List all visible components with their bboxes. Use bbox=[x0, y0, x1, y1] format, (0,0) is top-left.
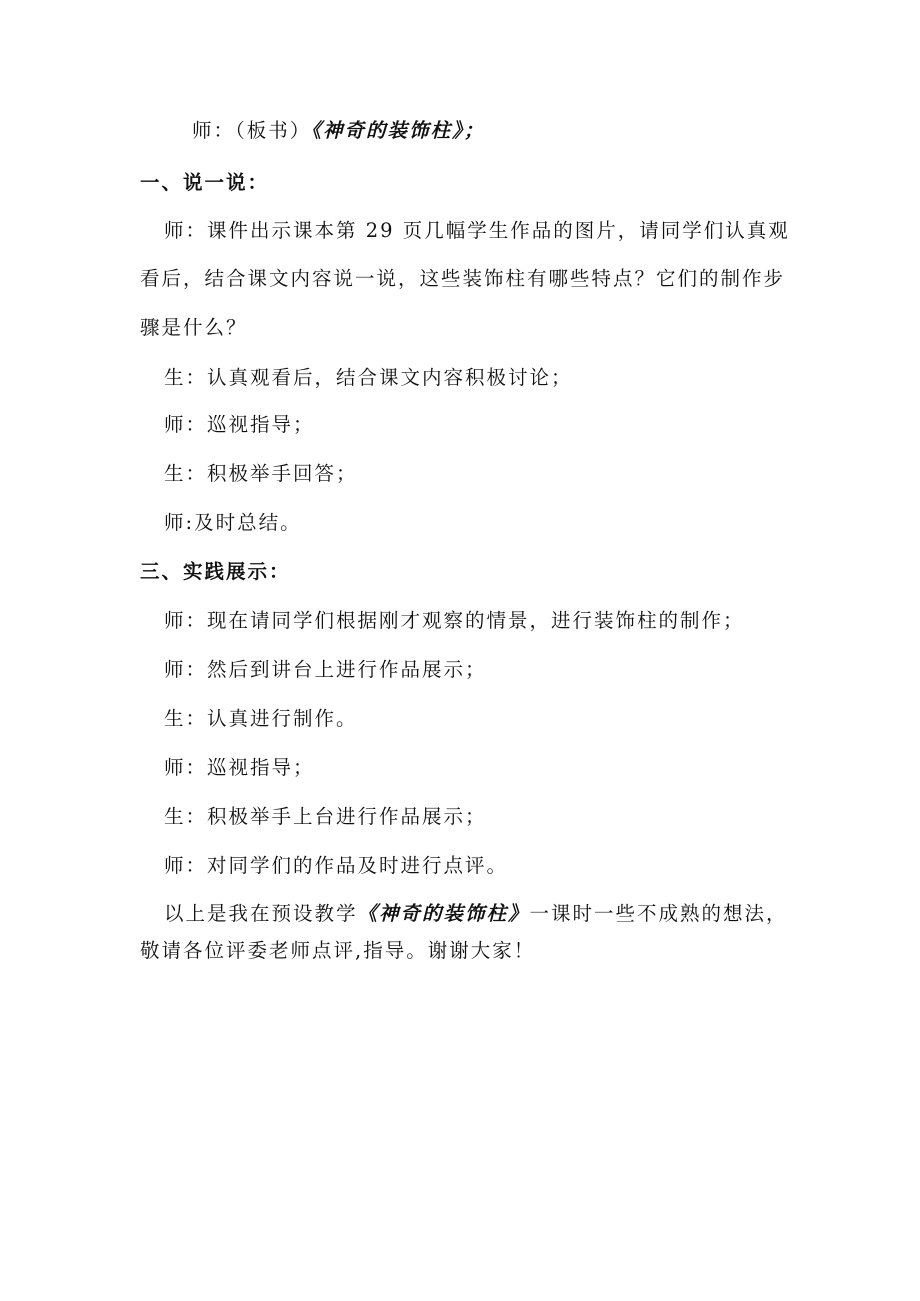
text-segment: 师：课件出示课本第 29 页几幅学生作品的图片，请同学们认真观 bbox=[164, 219, 790, 242]
paragraph-line bbox=[164, 412, 920, 438]
paragraph-line bbox=[164, 755, 920, 781]
text-segment: 三、实践展示： bbox=[140, 560, 291, 583]
text-segment: 敬请各位评委老师点评,指导。谢谢大家！ bbox=[140, 939, 536, 962]
text-segment: 师：巡视指导； bbox=[164, 413, 315, 436]
board-title-line bbox=[192, 118, 920, 144]
text-segment: 以上是我在预设教学 bbox=[164, 902, 358, 925]
text-segment: 师：然后到讲台上进行作品展示； bbox=[164, 658, 487, 681]
text-segment: 师：现在请同学们根据刚才观察的情景，进行装饰柱的制作； bbox=[164, 609, 745, 632]
text-segment: 生：认真观看后，结合课文内容积极讨论； bbox=[164, 366, 573, 389]
paragraph-line bbox=[164, 365, 920, 391]
paragraph-line bbox=[140, 315, 920, 341]
text-segment: 看后，结合课文内容说一说，这些装饰柱有哪些特点？它们的制作步 bbox=[140, 267, 786, 290]
text-segment: 师：对同学们的作品及时进行点评。 bbox=[164, 854, 509, 877]
paragraph-line bbox=[164, 510, 920, 536]
paragraph-line bbox=[140, 266, 920, 292]
closing-line bbox=[164, 901, 920, 927]
text-segment: 师：巡视指导； bbox=[164, 756, 315, 779]
text-segment: 生：认真进行制作。 bbox=[164, 707, 358, 730]
closing-line bbox=[140, 938, 920, 964]
paragraph-line bbox=[164, 804, 920, 830]
paragraph-line bbox=[164, 608, 920, 634]
lesson-title: 《神奇的装饰柱》 bbox=[357, 902, 530, 925]
paragraph-line bbox=[164, 657, 920, 683]
paragraph-line bbox=[164, 706, 920, 732]
text-segment: 骤是什么？ bbox=[140, 316, 248, 339]
paragraph-line bbox=[164, 461, 920, 487]
section-heading-3 bbox=[140, 559, 920, 585]
text-segment: 一、说一说： bbox=[140, 171, 270, 194]
paragraph-line bbox=[164, 853, 920, 879]
lesson-title: 《神奇的装饰柱》； bbox=[311, 119, 486, 142]
paragraph-line bbox=[164, 218, 920, 244]
text-segment: 生：积极举手回答； bbox=[164, 462, 358, 485]
text-segment: 一课时一些不成熟的想法， bbox=[529, 902, 788, 925]
section-heading-1 bbox=[140, 170, 920, 196]
text-segment: 师：（板书） bbox=[192, 119, 312, 142]
text-segment: 生：积极举手上台进行作品展示； bbox=[164, 805, 487, 828]
text-segment: 师:及时总结。 bbox=[164, 511, 302, 534]
